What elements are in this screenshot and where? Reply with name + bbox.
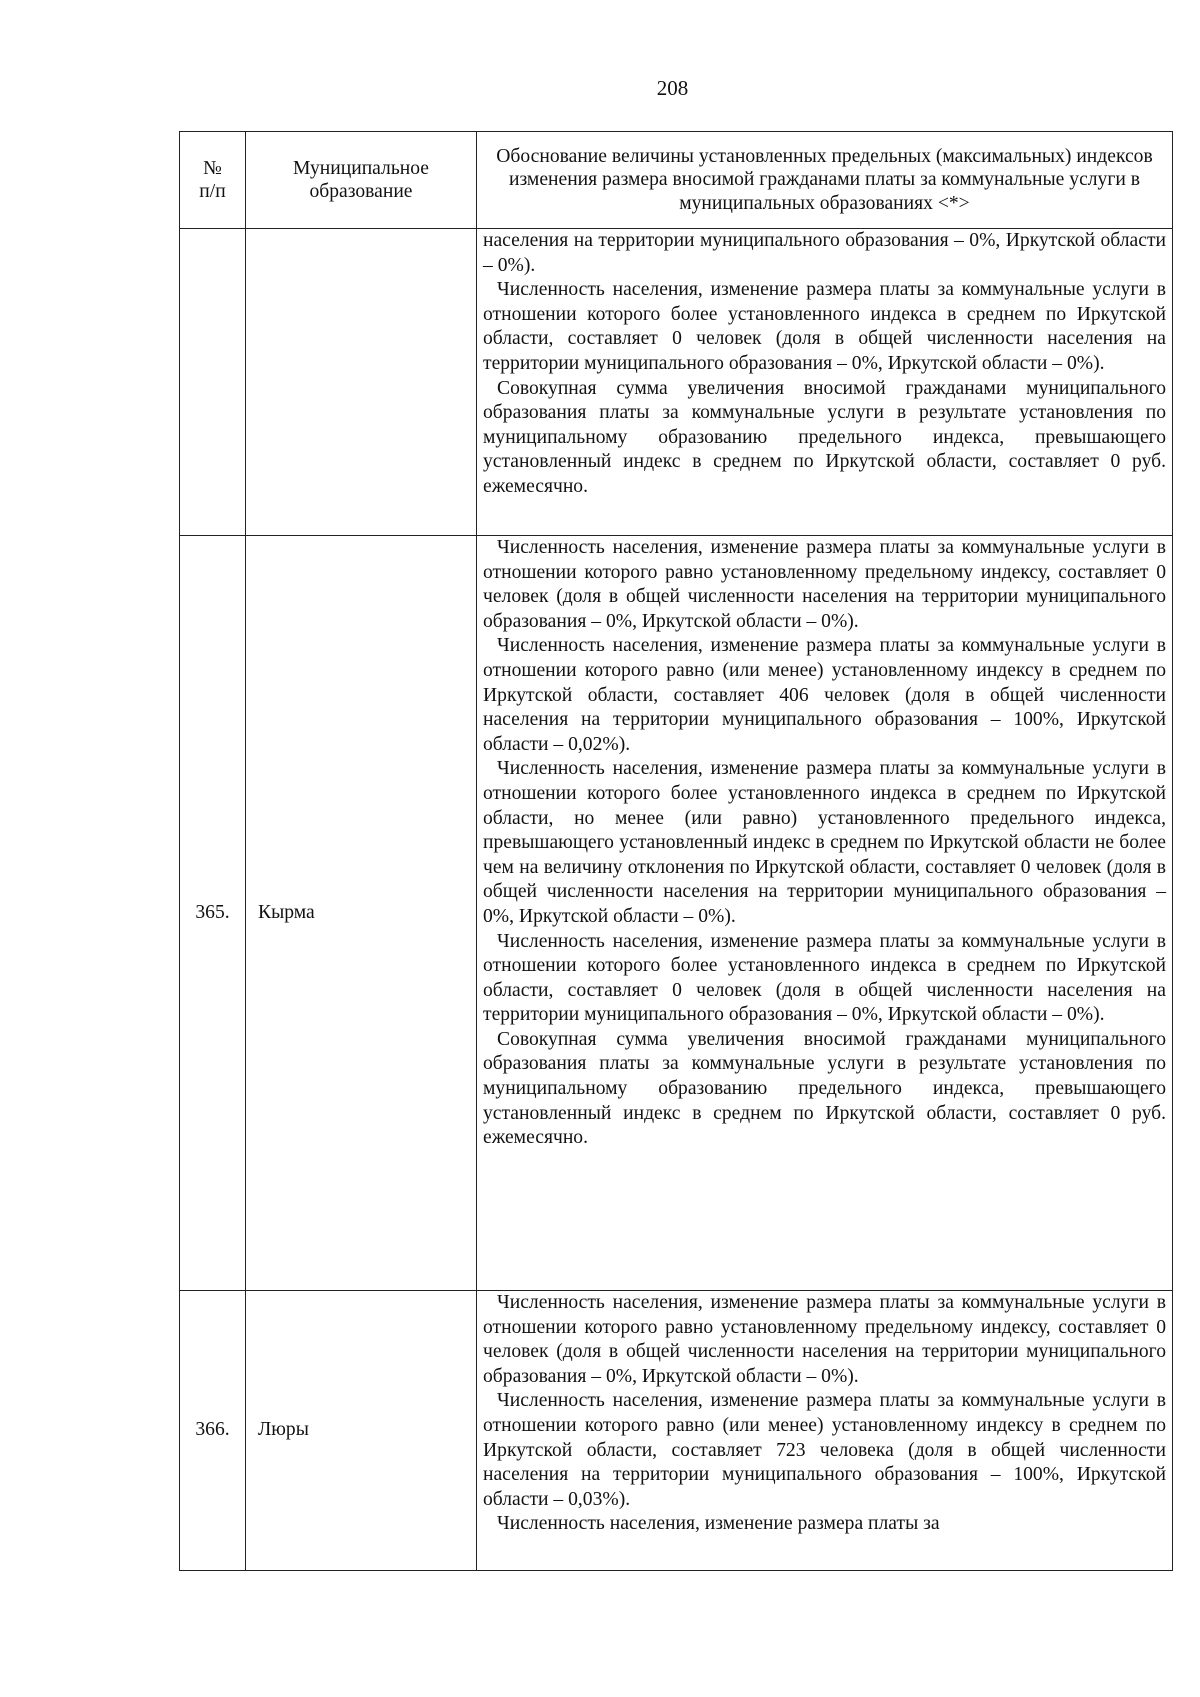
justification-paragraph: Численность населения, изменение размера платы за коммунальные услуги в отношении которого более установленного индекса в среднем по Иркутской области, но менее (или равно) установленного предельного индекса, превышающего установленный индекс в среднем по Иркутской области не более чем на величину отклонения по Иркутской области, составляет 0 человек (доля в общей численности населения на территории муниципального образования – 0%, Иркутской области – 0%). bbox=[483, 758, 1166, 927]
row-municipality bbox=[246, 229, 477, 536]
justification-paragraph: Численность населения, изменение размера платы за bbox=[497, 1513, 940, 1535]
header-municipality-label: Муниципальное образование bbox=[293, 157, 429, 202]
row-municipality: Кырма bbox=[246, 536, 477, 1291]
justification-paragraph: Численность населения, изменение размера платы за коммунальные услуги в отношении которого равно (или менее) установленному индексу в среднем по Иркутской области, составляет 723 человека (доля в общей численности населения на территории муниципального образования – 100%, Иркутской области – 0,03%). bbox=[483, 1390, 1166, 1510]
header-number bbox=[180, 132, 246, 229]
header-municipality bbox=[246, 132, 477, 229]
table-row bbox=[180, 536, 1173, 1291]
table-row bbox=[180, 229, 1173, 536]
header-justification-label: Обоснование величины установленных предельных (максимальных) индексов изменения размера вносимой гражданами платы за коммунальные услуги в муниципальных образованиях <*> bbox=[496, 145, 1153, 214]
justification-paragraph: Численность населения, изменение размера платы за коммунальные услуги в отношении которого более установленного индекса в среднем по Иркутской области, составляет 0 человек (доля в общей численности населения на территории муниципального образования – 0%, Иркутской области – 0%). bbox=[483, 279, 1166, 374]
row-number: 366. bbox=[180, 1291, 246, 1571]
row-number: 365. bbox=[180, 536, 246, 1291]
row-number bbox=[180, 229, 246, 536]
justification-paragraph: Численность населения, изменение размера платы за коммунальные услуги в отношении которого равно (или менее) установленному индексу в среднем по Иркутской области, составляет 406 человек (доля в общей численности населения на территории муниципального образования – 100%, Иркутской области – 0,02%). bbox=[483, 635, 1166, 755]
justification-paragraph: Численность населения, изменение размера платы за коммунальные услуги в отношении которого более установленного индекса в среднем по Иркутской области, составляет 0 человек (доля в общей численности населения на территории муниципального образования – 0%, Иркутской области – 0%). bbox=[483, 930, 1166, 1026]
row-justification bbox=[477, 1291, 1173, 1571]
justification-paragraph: Численность населения, изменение размера платы за коммунальные услуги в отношении которого равно установленному предельному индексу, составляет 0 человек (доля в общей численности населения на территории муниципального образования – 0%, Иркутской области – 0%). bbox=[483, 1292, 1166, 1387]
index-justification-table bbox=[179, 131, 1173, 1571]
justification-paragraph: Совокупная сумма увеличения вносимой гражданами муниципального образования платы за коммунальные услуги в результате установления по муниципальному образованию предельного индекса, превышающего установленный индекс в среднем по Иркутской области, составляет 0 руб. ежемесячно. bbox=[483, 1028, 1166, 1149]
justification-paragraph: населения на территории муниципального образования – 0%, Иркутской области – 0%). bbox=[483, 230, 1166, 276]
page-number: 208 bbox=[656, 76, 689, 100]
table-header-row bbox=[180, 132, 1173, 229]
table-row bbox=[180, 1291, 1173, 1571]
header-justification bbox=[477, 132, 1173, 229]
row-municipality: Люры bbox=[246, 1291, 477, 1571]
justification-paragraph: Численность населения, изменение размера платы за коммунальные услуги в отношении которого равно установленному предельному индексу, составляет 0 человек (доля в общей численности населения на территории муниципального образования – 0%, Иркутской области – 0%). bbox=[483, 537, 1166, 632]
header-number-label: № п/п bbox=[199, 157, 226, 202]
row-justification bbox=[477, 536, 1173, 1291]
row-justification bbox=[477, 229, 1173, 536]
justification-paragraph: Совокупная сумма увеличения вносимой гражданами муниципального образования платы за коммунальные услуги в результате установления по муниципальному образованию предельного индекса, превышающего установленный индекс в среднем по Иркутской области, составляет 0 руб. ежемесячно. bbox=[483, 377, 1166, 497]
